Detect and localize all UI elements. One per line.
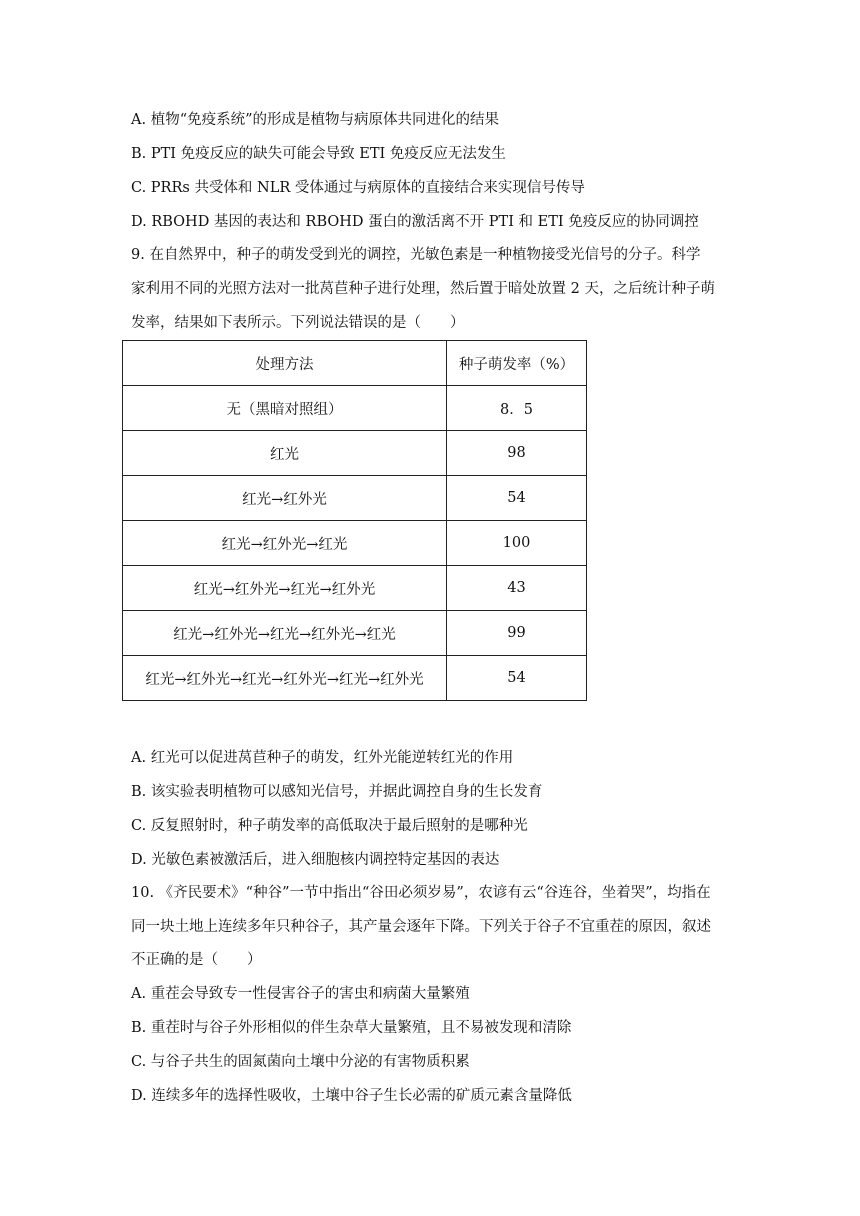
q8-option-d: D. RBOHD 基因的表达和 RBOHD 蛋白的激活离不开 PTI 和 ETI 免疫反应的协同调控: [131, 214, 699, 230]
treatment-cell: 无（黑暗对照组）: [123, 386, 447, 431]
q10-option-c: C. 与谷子共生的固氮菌向土壤中分泌的有害物质积累: [131, 1054, 470, 1070]
q8-option-a: A. 植物“免疫系统”的形成是植物与病原体共同进化的结果: [131, 112, 500, 128]
rate-cell: 99: [447, 611, 587, 656]
q10-option-d: D. 连续多年的选择性吸收，土壤中谷子生长必需的矿质元素含量降低: [131, 1088, 572, 1104]
table-row: [123, 476, 587, 521]
table-row: [123, 566, 587, 611]
treatment-cell: 红光: [123, 431, 447, 476]
q10-option-b: B. 重茬时与谷子外形相似的伴生杂草大量繁殖，且不易被发现和清除: [131, 1020, 572, 1036]
rate-cell: 8．5: [447, 386, 587, 431]
table-row: [123, 656, 587, 701]
q8-option-c: C. PRRs 共受体和 NLR 受体通过与病原体的直接结合来实现信号传导: [131, 180, 585, 196]
header-germination-rate: 种子萌发率（%）: [447, 341, 587, 386]
table-row: [123, 386, 587, 431]
q9-stem-line-1: 9. 在自然界中，种子的萌发受到光的调控，光敏色素是一种植物接受光信号的分子。科学: [131, 247, 701, 263]
table-header-row: [123, 341, 587, 386]
rate-cell: 98: [447, 431, 587, 476]
header-treatment: 处理方法: [123, 341, 447, 386]
q8-option-b: B. PTI 免疫反应的缺失可能会导致 ETI 免疫反应无法发生: [131, 146, 506, 162]
q9-option-c: C. 反复照射时，种子萌发率的高低取决于最后照射的是哪种光: [131, 818, 528, 834]
treatment-cell: 红光→红外光: [123, 476, 447, 521]
q9-option-a: A. 红光可以促进莴苣种子的萌发，红外光能逆转红光的作用: [131, 750, 514, 766]
q9-stem-line-2: 家利用不同的光照方法对一批莴苣种子进行处理，然后置于暗处放置 2 天，之后统计种子萌: [131, 281, 715, 297]
rate-cell: 100: [447, 521, 587, 566]
q9-option-b: B. 该实验表明植物可以感知光信号，并据此调控自身的生长发育: [131, 784, 543, 800]
treatment-cell: 红光→红外光→红光→红外光→红光: [123, 611, 447, 656]
rate-cell: 43: [447, 566, 587, 611]
rate-cell: 54: [447, 476, 587, 521]
rate-cell: 54: [447, 656, 587, 701]
germination-table: [122, 340, 587, 701]
q9-option-d: D. 光敏色素被激活后，进入细胞核内调控特定基因的表达: [131, 852, 500, 868]
table-row: [123, 611, 587, 656]
q10-stem-line-3: 不正确的是（ ）: [131, 952, 262, 968]
treatment-cell: 红光→红外光→红光: [123, 521, 447, 566]
q9-stem-line-3: 发率，结果如下表所示。下列说法错误的是（ ）: [131, 315, 465, 331]
q10-stem-line-2: 同一块土地上连续多年只种谷子，其产量会逐年下降。下列关于谷子不宜重茬的原因，叙述: [131, 919, 711, 935]
treatment-cell: 红光→红外光→红光→红外光→红光→红外光: [123, 656, 447, 701]
table-row: [123, 431, 587, 476]
treatment-cell: 红光→红外光→红光→红外光: [123, 566, 447, 611]
table-row: [123, 521, 587, 566]
q10-option-a: A. 重茬会导致专一性侵害谷子的害虫和病菌大量繁殖: [131, 986, 470, 1002]
q10-stem-line-1: 10. 《齐民要术》“种谷”一节中指出“谷田必须岁易”，农谚有云“谷连谷，坐着哭”，均指在: [131, 885, 711, 901]
